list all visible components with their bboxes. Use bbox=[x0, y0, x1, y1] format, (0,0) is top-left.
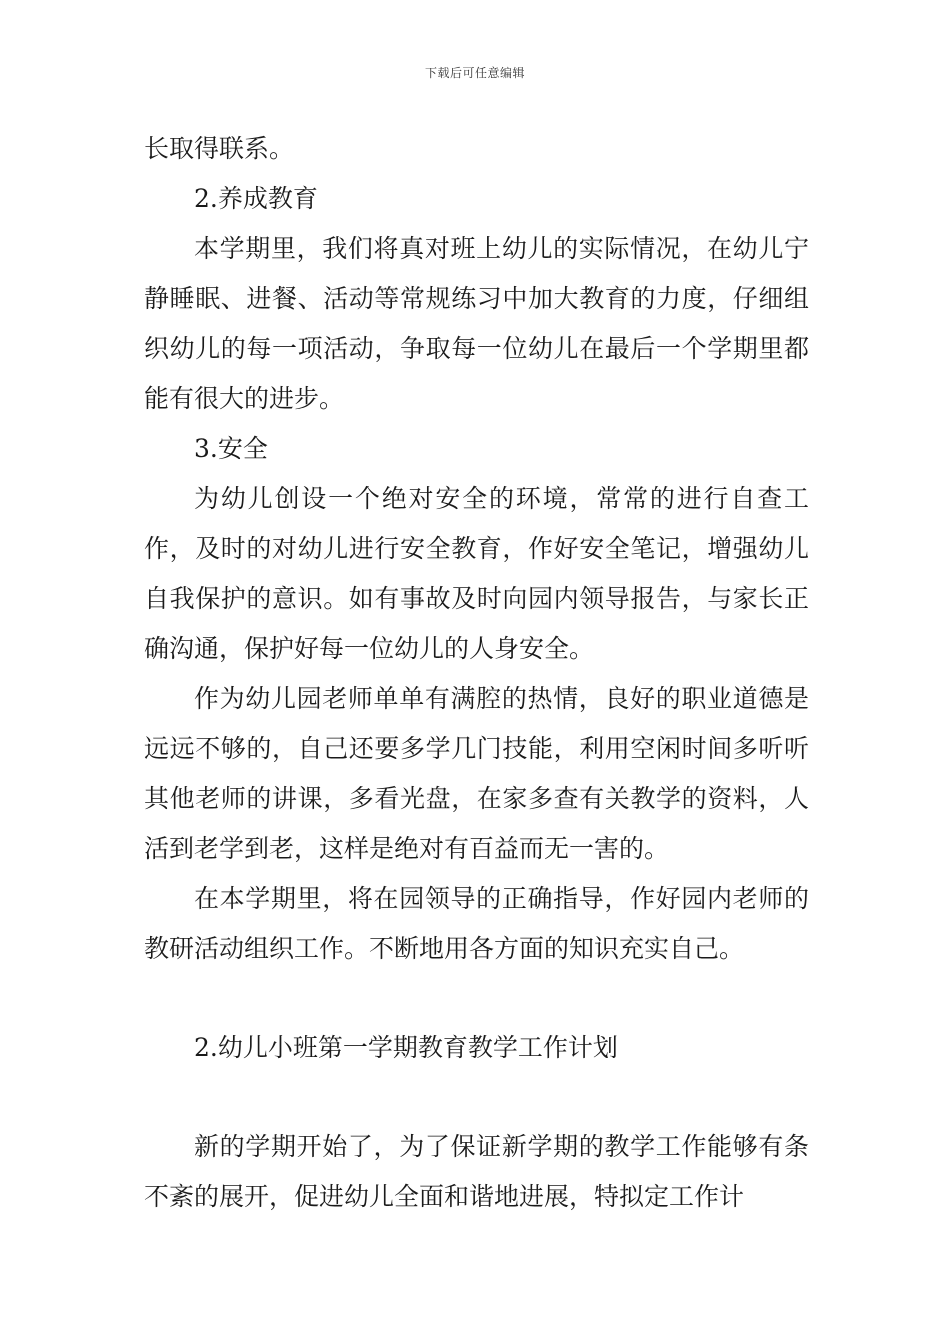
section-title-plan: 2.幼儿小班第一学期教育教学工作计划 bbox=[194, 1033, 618, 1062]
paragraph-research-activities: 在本学期里，将在园领导的正确指导，作好园内老师的教研活动组织工作。不断地用各方面的知识充实自己。 bbox=[144, 884, 809, 963]
document-body bbox=[144, 124, 809, 1222]
subheading-safety: 3.安全 bbox=[194, 434, 268, 463]
subheading-habit-education: 2.养成教育 bbox=[194, 184, 318, 213]
paragraph-new-semester: 新的学期开始了，为了保证新学期的教学工作能够有条不紊的展开，促进幼儿全面和谐地进展，特拟定工作计 bbox=[144, 1132, 809, 1211]
paragraph-continuation: 长取得联系。 bbox=[144, 134, 295, 163]
paragraph-habit-education: 本学期里，我们将真对班上幼儿的实际情况，在幼儿宁静睡眠、进餐、活动等常规练习中加大教育的力度，仔细组织幼儿的每一项活动，争取每一位幼儿在最后一个学期里都能有很大的进步。 bbox=[144, 234, 809, 413]
page-header: 下载后可任意编辑 bbox=[424, 66, 525, 80]
paragraph-teacher-skills: 作为幼儿园老师单单有满腔的热情，良好的职业道德是远远不够的，自己还要多学几门技能，利用空闲时间多听听其他老师的讲课，多看光盘，在家多查有关教学的资料，人活到老学到老，这样是绝对有百益而无一害的。 bbox=[144, 684, 809, 863]
paragraph-safety: 为幼儿创设一个绝对安全的环境，常常的进行自查工作，及时的对幼儿进行安全教育，作好安全笔记，增强幼儿自我保护的意识。如有事故及时向园内领导报告，与家长正确沟通，保护好每一位幼儿的人身安全。 bbox=[144, 484, 809, 663]
